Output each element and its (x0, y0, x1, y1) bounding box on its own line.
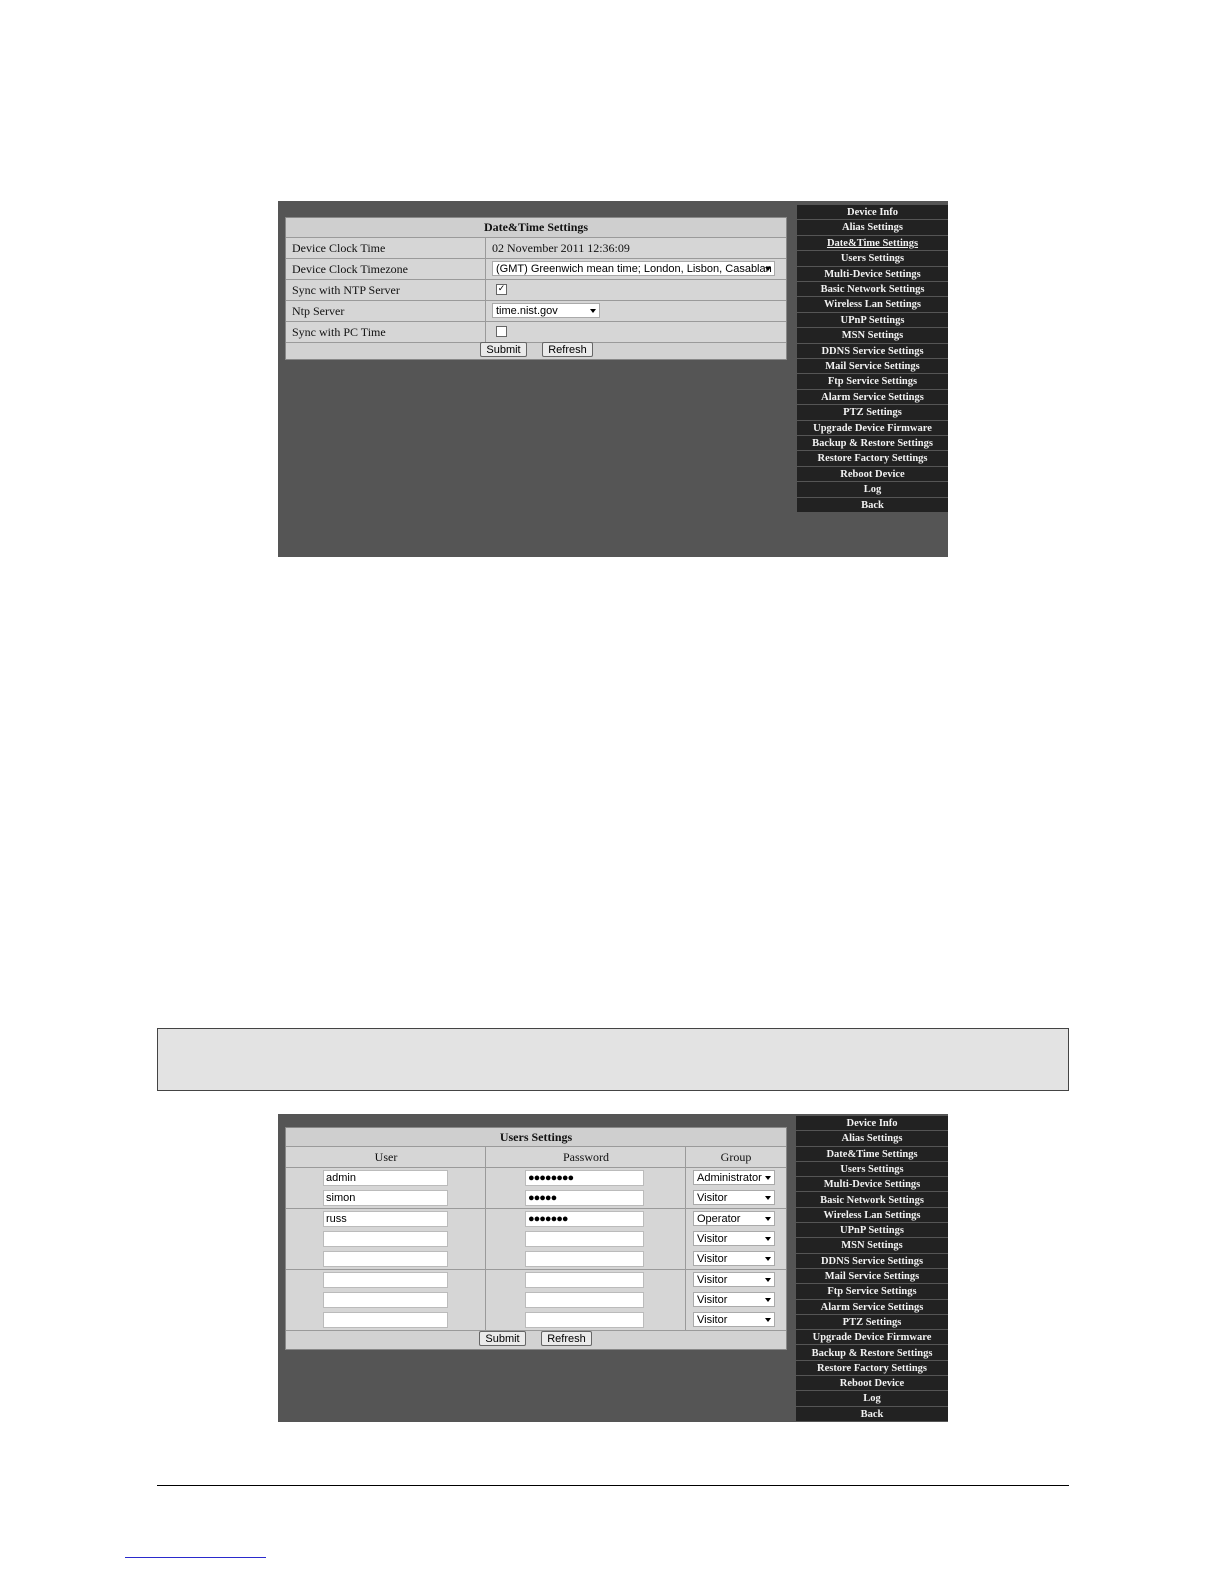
chevron-down-icon (765, 1298, 771, 1302)
nav-item-label: Wireless Lan Settings (823, 1209, 921, 1221)
group-select[interactable] (693, 1211, 775, 1226)
user-input[interactable] (323, 1211, 448, 1227)
table-row (286, 1310, 786, 1331)
sync-ntp-checkbox[interactable]: ✓ (497, 284, 506, 294)
user-input[interactable] (323, 1251, 448, 1267)
sync-pc-label: Sync with PC Time (292, 325, 386, 339)
nav-item-label: Log (863, 1393, 881, 1405)
nav-item[interactable] (796, 1193, 948, 1208)
nav-item[interactable] (797, 267, 948, 282)
column-divider (685, 1229, 686, 1249)
nav-item[interactable] (797, 359, 948, 374)
nav-item-label: Alarm Service Settings (820, 1301, 924, 1313)
nav-item-label: Back (860, 1408, 884, 1420)
table-row (286, 1270, 786, 1291)
nav-item-label: Mail Service Settings (824, 1271, 920, 1282)
user-input[interactable] (323, 1292, 448, 1308)
timezone-select[interactable] (492, 261, 775, 276)
group-select-value: Operator (697, 1212, 741, 1225)
nav-item[interactable] (797, 297, 948, 312)
submit-button[interactable]: Submit (480, 342, 527, 357)
user-input-value: russ (326, 1212, 347, 1225)
nav-item[interactable] (796, 1238, 948, 1253)
nav-item[interactable] (796, 1407, 948, 1422)
users-header-row (286, 1147, 786, 1168)
nav-item-label: Reboot Device (839, 1378, 905, 1390)
nav-item[interactable] (797, 374, 948, 389)
nav-item-label: Date&Time Settings (826, 237, 919, 249)
sync-ntp-label: Sync with NTP Server (292, 283, 400, 297)
clock-time-label: Device Clock Time (292, 241, 386, 255)
nav-item[interactable] (797, 421, 948, 436)
user-input-value: admin (326, 1172, 356, 1184)
nav-item[interactable] (797, 405, 948, 420)
settings-nav-menu (797, 205, 948, 513)
nav-item-label: Multi-Device Settings (823, 1179, 921, 1191)
nav-item[interactable] (796, 1391, 948, 1406)
group-select[interactable] (693, 1292, 775, 1307)
nav-item[interactable] (796, 1162, 948, 1177)
user-input[interactable] (323, 1190, 448, 1206)
table-row (286, 1209, 786, 1230)
users-screenshot (278, 1114, 948, 1422)
users-panel (285, 1127, 787, 1350)
password-input-value: ●●●●●●● (528, 1212, 568, 1225)
nav-item-label: Basic Network Settings (820, 284, 925, 295)
group-select[interactable] (693, 1231, 775, 1246)
nav-item[interactable] (796, 1361, 948, 1376)
nav-item[interactable] (797, 251, 948, 266)
nav-item-label: Ftp Service Settings (827, 1286, 917, 1298)
password-input[interactable] (525, 1292, 644, 1308)
chevron-down-icon (765, 267, 771, 271)
table-row (286, 1249, 786, 1270)
datetime-title: Date&Time Settings (286, 218, 786, 238)
chevron-down-icon (765, 1278, 771, 1282)
submit-button[interactable]: Submit (479, 1331, 526, 1346)
password-input[interactable] (525, 1211, 644, 1227)
nav-item-label: DDNS Service Settings (821, 345, 924, 357)
nav-item-label: Date&Time Settings (826, 1148, 918, 1160)
column-divider (485, 1229, 486, 1249)
password-input[interactable] (525, 1231, 644, 1247)
nav-item-label: MSN Settings (841, 330, 904, 342)
nav-item[interactable] (796, 1330, 948, 1345)
group-select[interactable] (693, 1190, 775, 1205)
column-divider (485, 301, 486, 321)
column-divider (685, 1290, 686, 1310)
clock-time-value: 02 November 2011 12:36:09 (492, 241, 630, 255)
group-select[interactable] (693, 1170, 775, 1185)
nav-item[interactable] (797, 282, 948, 297)
nav-item-label: Restore Factory Settings (816, 1362, 928, 1374)
nav-item-label: DDNS Service Settings (820, 1255, 924, 1267)
users-title: Users Settings (286, 1128, 786, 1147)
nav-item-label: PTZ Settings (842, 1316, 902, 1328)
nav-item-label: Backup & Restore Settings (812, 438, 933, 449)
timezone-select-value: (GMT) Greenwich mean time; London, Lisbon, Casablan (496, 263, 772, 275)
group-select[interactable] (693, 1312, 775, 1327)
password-column-header: Password (562, 1150, 609, 1164)
nav-item-label: Basic Network Settings (820, 1194, 924, 1206)
nav-item-label: Back (861, 499, 884, 511)
user-column-header: User (374, 1150, 398, 1164)
password-input[interactable] (525, 1190, 644, 1206)
note-box (157, 1028, 1069, 1091)
column-divider (485, 238, 486, 258)
nav-item-label: Alarm Service Settings (821, 391, 924, 403)
clock-time-row (286, 238, 786, 259)
chevron-down-icon (765, 1318, 771, 1322)
nav-item-label: UPnP Settings (840, 1225, 904, 1237)
sync-pc-checkbox[interactable] (496, 326, 507, 337)
column-divider (485, 322, 486, 342)
nav-item-label: Wireless Lan Settings (823, 299, 922, 311)
group-column-header: Group (720, 1150, 752, 1164)
nav-item[interactable] (797, 220, 948, 235)
nav-item[interactable] (796, 1315, 948, 1330)
sync-ntp-row (286, 280, 786, 301)
refresh-button[interactable]: Refresh (541, 1331, 592, 1346)
nav-item-label: Log (863, 484, 882, 496)
chevron-down-icon (590, 309, 596, 313)
datetime-screenshot (278, 201, 948, 557)
timezone-label: Device Clock Timezone (292, 262, 408, 276)
nav-item-label: Users Settings (840, 253, 905, 265)
nav-item[interactable] (797, 498, 948, 513)
nav-item-label: Multi-Device Settings (824, 268, 921, 280)
column-divider (685, 1168, 686, 1188)
nav-item-label: Reboot Device (840, 468, 905, 480)
nav-item-label: Ftp Service Settings (827, 376, 918, 388)
password-input-value: ●●●●●●●● (528, 1172, 574, 1184)
group-select[interactable] (693, 1272, 775, 1287)
password-input[interactable] (525, 1272, 644, 1288)
nav-item[interactable] (797, 436, 948, 451)
nav-item-label: Device Info (846, 207, 899, 218)
nav-item[interactable] (797, 236, 948, 251)
nav-item[interactable] (796, 1269, 948, 1284)
user-input[interactable] (323, 1272, 448, 1288)
nav-item-label: Upgrade Device Firmware (813, 422, 932, 434)
nav-item-label: Device Info (846, 1118, 898, 1129)
group-select-value: Visitor (697, 1232, 728, 1245)
nav-item-label: PTZ Settings (843, 407, 902, 419)
column-divider (685, 1209, 686, 1229)
ntp-server-label: Ntp Server (292, 304, 345, 318)
nav-item[interactable] (796, 1116, 948, 1131)
group-select-value: Administrator (697, 1172, 762, 1184)
nav-item[interactable] (797, 205, 948, 220)
chevron-down-icon (765, 1217, 771, 1221)
column-divider (685, 1188, 686, 1208)
nav-item[interactable] (796, 1284, 948, 1299)
table-row (286, 1229, 786, 1250)
nav-item[interactable] (796, 1254, 948, 1269)
column-divider (485, 1249, 486, 1269)
column-divider (485, 1168, 486, 1188)
nav-item-label: Upgrade Device Firmware (812, 1332, 932, 1344)
nav-item[interactable] (797, 467, 948, 482)
nav-item[interactable] (796, 1147, 948, 1162)
nav-item[interactable] (797, 482, 948, 497)
nav-item[interactable] (796, 1376, 948, 1391)
nav-item[interactable] (796, 1300, 948, 1315)
column-divider (685, 1270, 686, 1290)
nav-item[interactable] (796, 1346, 948, 1361)
column-divider (485, 1188, 486, 1208)
column-divider (685, 1310, 686, 1330)
table-row (286, 1188, 786, 1209)
chevron-down-icon (765, 1176, 771, 1180)
password-input-value: ●●●●● (528, 1192, 557, 1205)
nav-item-label: Alias Settings (842, 222, 903, 234)
nav-item[interactable] (796, 1208, 948, 1223)
nav-item-label: UPnP Settings (840, 314, 905, 326)
nav-item[interactable] (797, 451, 948, 466)
nav-item-label: Mail Service Settings (825, 361, 920, 372)
chevron-down-icon (765, 1196, 771, 1200)
password-input[interactable] (525, 1312, 644, 1328)
password-input[interactable] (525, 1251, 644, 1267)
nav-item[interactable] (796, 1177, 948, 1192)
nav-item-label: Users Settings (840, 1163, 904, 1175)
group-select[interactable] (693, 1251, 775, 1266)
group-select-value: Visitor (697, 1253, 728, 1266)
column-divider (485, 1270, 486, 1290)
datetime-panel (285, 217, 787, 360)
table-row (286, 1168, 786, 1189)
ntp-server-value: time.nist.gov (496, 305, 558, 317)
nav-item[interactable] (797, 328, 948, 343)
nav-item[interactable] (797, 344, 948, 359)
user-input-value: simon (326, 1192, 356, 1205)
column-divider (485, 1209, 486, 1229)
nav-item[interactable] (796, 1131, 948, 1146)
group-select-value: Visitor (697, 1314, 728, 1327)
sync-pc-row (286, 322, 786, 343)
column-divider (485, 259, 486, 279)
table-row (286, 1290, 786, 1311)
refresh-button[interactable]: Refresh (542, 342, 593, 357)
chevron-down-icon (765, 1257, 771, 1261)
nav-item-label: Restore Factory Settings (817, 453, 928, 465)
column-divider (685, 1249, 686, 1269)
group-select-value: Visitor (697, 1192, 728, 1205)
nav-item[interactable] (796, 1223, 948, 1238)
chevron-down-icon (765, 1237, 771, 1241)
user-input[interactable] (323, 1231, 448, 1247)
timezone-row (286, 259, 786, 280)
column-divider (485, 1290, 486, 1310)
password-input[interactable] (525, 1170, 644, 1186)
nav-item-label: Alias Settings (841, 1133, 903, 1145)
nav-item-label: Backup & Restore Settings (811, 1347, 933, 1359)
footer-link-underline (125, 1557, 266, 1558)
ntp-server-select[interactable] (492, 303, 600, 318)
settings-nav-menu (796, 1116, 948, 1422)
group-select-value: Visitor (697, 1273, 728, 1286)
nav-item[interactable] (797, 390, 948, 405)
user-input[interactable] (323, 1170, 448, 1186)
group-select-value: Visitor (697, 1293, 728, 1306)
user-input[interactable] (323, 1312, 448, 1328)
footer-rule (157, 1485, 1069, 1486)
ntp-server-row (286, 301, 786, 322)
nav-item-label: MSN Settings (841, 1240, 903, 1252)
column-divider (485, 1310, 486, 1330)
nav-item[interactable] (797, 313, 948, 328)
column-divider (485, 280, 486, 300)
